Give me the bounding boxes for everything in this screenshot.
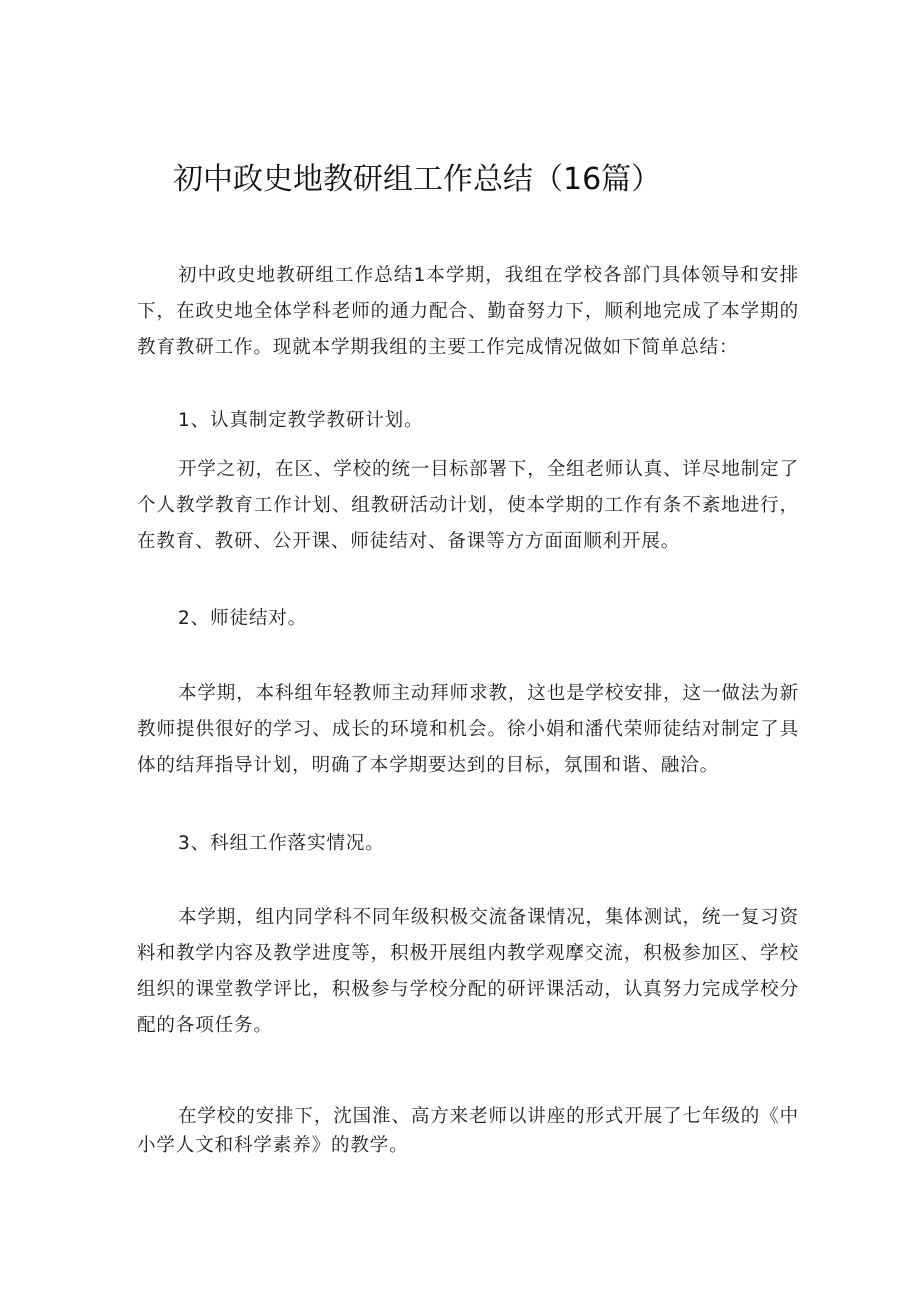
intro-paragraph: 初中政史地教研组工作总结1本学期，我组在学校各部门具体领导和安排下，在政史地全体学科老师的通力配合、勤奋努力下，顺利地完成了本学期的教育教研工作。现就本学期我组的主要工作完成情况做如下简单总结： bbox=[137, 265, 799, 358]
section-heading-1: 1、认真制定教学教研计划。 bbox=[178, 410, 424, 431]
section-1-paragraph: 开学之初，在区、学校的统一目标部署下，全组老师认真、详尽地制定了个人教学教育工作计划、组教研活动计划，使本学期的工作有条不紊地进行，在教育、教研、公开课、师徒结对、备课等方方面面顺利开展。 bbox=[137, 459, 799, 552]
section-2-paragraph: 本学期，本科组年轻教师主动拜师求教，这也是学校安排，这一做法为新教师提供很好的学习、成长的环境和机会。徐小娟和潘代荣师徒结对制定了具体的结拜指导计划，明确了本学期要达到的目标，氛围和谐、融洽。 bbox=[137, 683, 799, 776]
closing-paragraph: 在学校的安排下，沈国淮、高方来老师以讲座的形式开展了七年级的《中小学人文和科学素养》的教学。 bbox=[137, 1106, 799, 1156]
section-heading-3: 3、科组工作落实情况。 bbox=[178, 833, 385, 854]
section-3-paragraph: 本学期，组内同学科不同年级积极交流备课情况，集体测试，统一复习资料和教学内容及教学进度等，积极开展组内教学观摩交流，积极参加区、学校组织的课堂教学评比，积极参与学校分配的研评课活动，认真努力完成学校分配的各项任务。 bbox=[137, 907, 799, 1036]
section-heading-2: 2、师徒结对。 bbox=[178, 608, 308, 629]
document-title: 初中政史地教研组工作总结（16篇） bbox=[173, 162, 662, 197]
